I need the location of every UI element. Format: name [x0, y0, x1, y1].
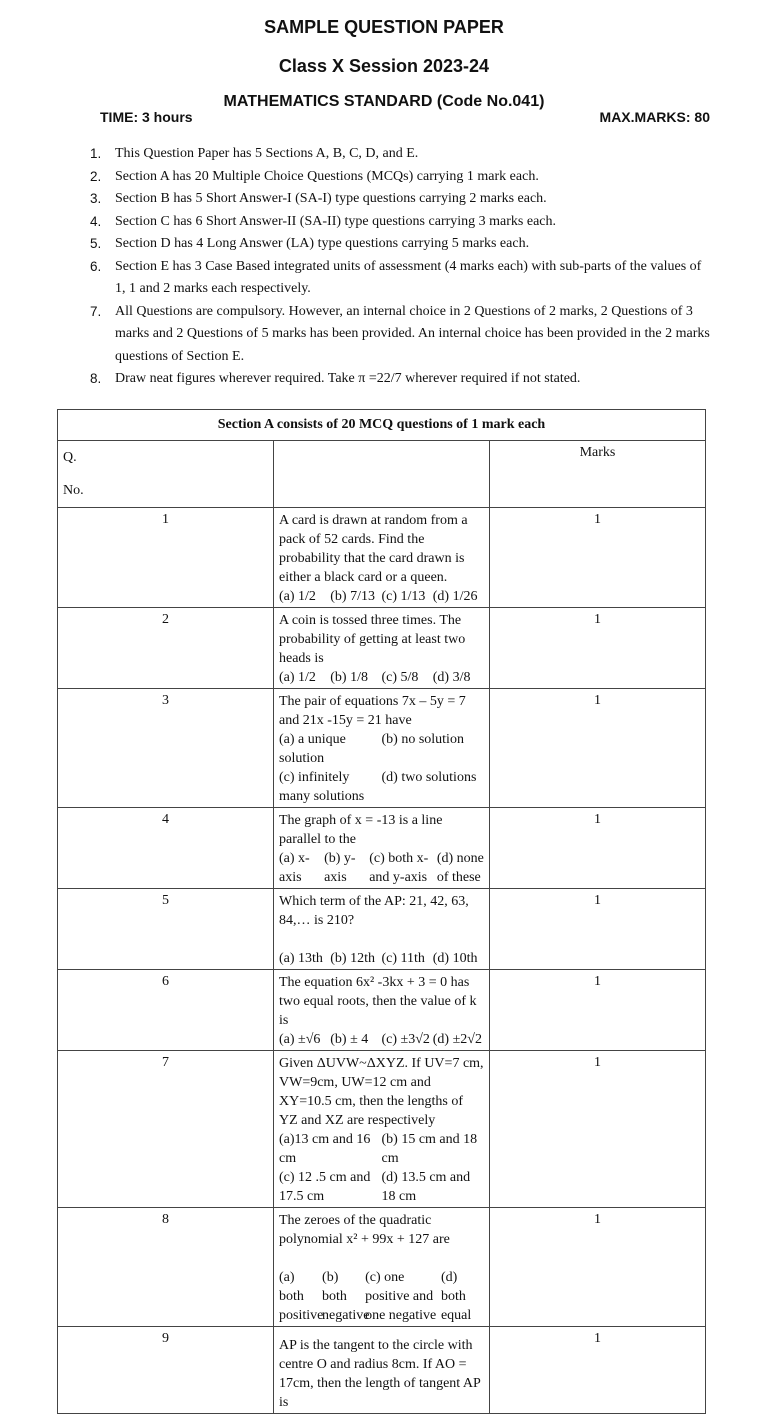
option: (d) two solutions: [381, 770, 477, 785]
max-marks-label: MAX.MARKS: 80: [599, 109, 710, 125]
table-row: [58, 1208, 706, 1327]
option: (b) 12th: [330, 951, 375, 966]
option: (c) 1/13: [381, 589, 426, 604]
option: (d) 10th: [432, 951, 478, 966]
option: (c) infinitely many solutions: [279, 770, 365, 804]
table-row: [58, 508, 706, 608]
instruction-number: 4.: [90, 213, 102, 229]
question-text: Given ΔUVW~ΔXYZ. If UV=7 cm, VW=9cm, UW=12 cm and XY=10.5 cm, then the lengths of YZ and XZ are respectively: [279, 1056, 484, 1128]
option: (d) 1/26: [432, 589, 478, 604]
header-no: No.: [63, 483, 84, 498]
question-number: 4: [58, 808, 274, 889]
option: (c) both x- and y-axis: [369, 851, 429, 885]
question-text: The equation 6x² -3kx + 3 = 0 has two equal roots, then the value of k is: [279, 975, 477, 1028]
instruction-item: [90, 256, 710, 301]
instruction-number: 6.: [90, 258, 102, 274]
instruction-number: 2.: [90, 168, 102, 184]
option: (b) 7/13: [330, 589, 375, 604]
option: (a)13 cm and 16 cm: [279, 1132, 371, 1166]
option: (a) 13th: [279, 951, 323, 966]
instruction-text: Section D has 4 Long Answer (LA) type questions carrying 5 marks each.: [115, 236, 530, 251]
option: (c) 12 .5 cm and 17.5 cm: [279, 1170, 371, 1204]
option: (c) 5/8: [381, 670, 419, 685]
instruction-item: [90, 211, 710, 234]
options-row: [279, 949, 484, 968]
section-heading-row: [58, 410, 706, 441]
instruction-text: Draw neat figures wherever required. Take π =22/7 wherever required if not stated.: [115, 371, 581, 386]
option: (a) ±√6: [279, 1032, 321, 1047]
question-marks: 1: [490, 608, 706, 689]
instruction-number: 7.: [90, 303, 102, 319]
options-row: [279, 1268, 484, 1325]
option: (d) both equal: [440, 1270, 472, 1323]
option: (a) 1/2: [279, 589, 316, 604]
question-text: Which term of the AP: 21, 42, 63, 84,… is 210?: [279, 894, 469, 928]
question-text: The graph of x = -13 is a line parallel to the: [279, 813, 443, 847]
section-heading: Section A consists of 20 MCQ questions of 1 mark each: [58, 410, 706, 441]
table-row: [58, 1327, 706, 1414]
option: (d) none of these: [436, 851, 484, 885]
question-number: 8: [58, 1208, 274, 1327]
option: (d) 3/8: [432, 670, 471, 685]
options-row: [279, 730, 484, 768]
option: (b) ± 4: [330, 1032, 369, 1047]
option: (a) 1/2: [279, 670, 316, 685]
marks-header: Marks: [490, 441, 706, 508]
options-row: [279, 587, 484, 606]
table-header-row: [58, 441, 706, 508]
question-cell: [274, 889, 490, 970]
options-row: [279, 849, 484, 887]
question-text: AP is the tangent to the circle with centre O and radius 8cm. If AO = 17cm, then the length of tangent AP is: [279, 1338, 481, 1410]
question-marks: 1: [490, 889, 706, 970]
question-number: 2: [58, 608, 274, 689]
option: (a) both positive: [279, 1270, 324, 1323]
question-number-header: [58, 441, 274, 508]
instruction-item: [90, 368, 710, 391]
instruction-text: All Questions are compulsory. However, an internal choice in 2 Questions of 2 marks, 2 Questions of 3 marks and 2 Questions of 5 marks has been provided. An internal choice has been provided in the 2 marks questions of Section E.: [115, 303, 710, 364]
option: (b) 15 cm and 18 cm: [381, 1132, 478, 1166]
table-row: [58, 1051, 706, 1208]
instruction-item: [90, 188, 710, 211]
instruction-item: [90, 301, 710, 369]
instruction-text: Section A has 20 Multiple Choice Questions (MCQs) carrying 1 mark each.: [115, 168, 539, 184]
table-row: [58, 889, 706, 970]
table-row: [58, 970, 706, 1051]
instruction-item: [90, 166, 710, 189]
header-question-cell: [274, 441, 490, 508]
paper-title: SAMPLE QUESTION PAPER: [264, 17, 504, 37]
question-number: 7: [58, 1051, 274, 1208]
question-marks: 1: [490, 508, 706, 608]
table-row: [58, 608, 706, 689]
option: (d) ±2√2: [432, 1032, 482, 1047]
question-cell: [274, 689, 490, 808]
instruction-item: [90, 233, 710, 256]
question-text: A coin is tossed three times. The probability of getting at least two heads is: [279, 613, 466, 666]
options-row: [279, 1168, 484, 1206]
question-cell: [274, 1327, 490, 1414]
question-cell: [274, 508, 490, 608]
question-cell: [274, 1051, 490, 1208]
question-marks: 1: [490, 1208, 706, 1327]
header-q: Q.: [63, 450, 77, 465]
question-marks: 1: [490, 1051, 706, 1208]
option: (a) x-axis: [279, 851, 310, 885]
option: (c) ±3√2: [381, 1032, 430, 1047]
option: (b) no solution: [381, 732, 464, 747]
question-marks: 1: [490, 1327, 706, 1414]
instruction-text: Section E has 3 Case Based integrated units of assessment (4 marks each) with sub-parts of the values of 1, 1 and 2 marks each respectively.: [115, 258, 702, 296]
instruction-number: 1.: [90, 146, 102, 161]
time-label: TIME: 3 hours: [100, 109, 193, 125]
options-row: [279, 768, 484, 806]
instruction-number: 3.: [90, 191, 102, 206]
instruction-text: This Question Paper has 5 Sections A, B, C, D, and E.: [115, 146, 419, 161]
option: (a) a unique solution: [279, 732, 346, 766]
question-number: 1: [58, 508, 274, 608]
question-marks: 1: [490, 689, 706, 808]
table-row: [58, 808, 706, 889]
question-marks: 1: [490, 808, 706, 889]
options-row: [279, 1130, 484, 1168]
options-row: [279, 668, 484, 687]
question-number: 9: [58, 1327, 274, 1414]
question-cell: [274, 808, 490, 889]
question-cell: [274, 970, 490, 1051]
instructions-list: [90, 143, 710, 391]
question-cell: [274, 608, 490, 689]
question-number: 3: [58, 689, 274, 808]
option: (b) both negative: [322, 1270, 370, 1323]
section-a-table: [57, 409, 706, 1414]
question-text: The pair of equations 7x – 5y = 7 and 21x -15y = 21 have: [279, 694, 466, 728]
option: (b) 1/8: [330, 670, 368, 685]
question-marks: 1: [490, 970, 706, 1051]
option: (b) y-axis: [324, 851, 356, 885]
question-text: A card is drawn at random from a pack of 52 cards. Find the probability that the card drawn is either a black card or a queen.: [279, 513, 468, 585]
option: (d) 13.5 cm and 18 cm: [381, 1170, 471, 1204]
instruction-text: Section C has 6 Short Answer-II (SA-II) type questions carrying 3 marks each.: [115, 213, 557, 229]
subject-title: MATHEMATICS STANDARD (Code No.041): [223, 93, 545, 110]
instruction-number: 8.: [90, 371, 102, 386]
instruction-text: Section B has 5 Short Answer-I (SA-I) type questions carrying 2 marks each.: [115, 191, 547, 206]
question-text: The zeroes of the quadratic polynomial x² + 99x + 127 are: [279, 1213, 450, 1247]
table-row: [58, 689, 706, 808]
session-title: Class X Session 2023-24: [278, 56, 490, 76]
option: (c) 11th: [381, 951, 425, 966]
question-number: 6: [58, 970, 274, 1051]
instruction-item: [90, 143, 710, 166]
options-row: [279, 1030, 484, 1049]
question-cell: [274, 1208, 490, 1327]
instruction-number: 5.: [90, 236, 102, 251]
question-number: 5: [58, 889, 274, 970]
option: (c) one positive and one negative: [365, 1270, 437, 1323]
